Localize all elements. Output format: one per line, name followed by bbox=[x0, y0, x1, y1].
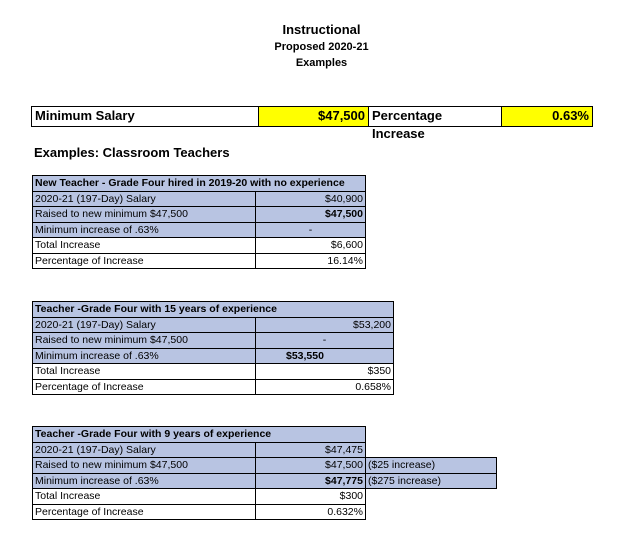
row-value: $40,900 bbox=[256, 191, 366, 207]
example-table-15-years bbox=[32, 301, 394, 395]
row-note: ($25 increase) bbox=[366, 458, 497, 474]
summary-row bbox=[31, 106, 593, 141]
pct-increase-value: 0.63% bbox=[502, 107, 592, 126]
page-title: Instructional bbox=[282, 22, 361, 37]
pct-increase-label: Percentage Increase bbox=[369, 107, 502, 126]
row-value: $6,600 bbox=[256, 238, 366, 254]
example-table-new-teacher bbox=[32, 175, 366, 269]
row-value: $47,500 bbox=[256, 458, 366, 474]
table-row bbox=[33, 317, 394, 333]
row-value: $53,550 bbox=[256, 348, 394, 364]
section-heading: Examples: Classroom Teachers bbox=[34, 145, 230, 160]
row-value: $47,475 bbox=[256, 442, 366, 458]
table-row bbox=[33, 364, 394, 380]
row-label: Percentage of Increase bbox=[33, 379, 256, 395]
row-label: Percentage of Increase bbox=[33, 504, 256, 520]
table-row bbox=[33, 442, 497, 458]
table-row bbox=[33, 473, 497, 489]
example-table-9-years bbox=[32, 426, 497, 520]
table-row bbox=[33, 207, 366, 223]
row-label: Raised to new minimum $47,500 bbox=[33, 458, 256, 474]
table-row bbox=[33, 348, 394, 364]
row-value: - bbox=[256, 333, 394, 349]
min-salary-label: Minimum Salary bbox=[32, 107, 259, 126]
row-value: $47,500 bbox=[256, 207, 366, 223]
row-label: Minimum increase of .63% bbox=[33, 222, 256, 238]
row-value: 0.632% bbox=[256, 504, 366, 520]
table-row bbox=[33, 238, 366, 254]
page-caption: Examples bbox=[295, 57, 348, 69]
table-row bbox=[33, 191, 366, 207]
table-row bbox=[33, 253, 366, 269]
page-subtitle: Proposed 2020-21 bbox=[274, 41, 369, 53]
min-salary-value: $47,500 bbox=[259, 107, 369, 126]
row-value: $300 bbox=[256, 489, 366, 505]
row-label: Total Increase bbox=[33, 364, 256, 380]
row-label: Total Increase bbox=[33, 489, 256, 505]
table-row bbox=[33, 458, 497, 474]
row-value: $47,775 bbox=[256, 473, 366, 489]
table-row bbox=[33, 379, 394, 395]
row-label: Raised to new minimum $47,500 bbox=[33, 333, 256, 349]
row-label: 2020-21 (197-Day) Salary bbox=[33, 442, 256, 458]
table-header: Teacher -Grade Four with 15 years of experience bbox=[33, 302, 394, 318]
table-header: Teacher -Grade Four with 9 years of experience bbox=[33, 427, 366, 443]
row-label: 2020-21 (197-Day) Salary bbox=[33, 317, 256, 333]
table-header-row bbox=[33, 176, 366, 192]
row-label: Minimum increase of .63% bbox=[33, 473, 256, 489]
row-note: ($275 increase) bbox=[366, 473, 497, 489]
row-value: $53,200 bbox=[256, 317, 394, 333]
row-label: Raised to new minimum $47,500 bbox=[33, 207, 256, 223]
row-value: 16.14% bbox=[256, 253, 366, 269]
row-value: $350 bbox=[256, 364, 394, 380]
table-header: New Teacher - Grade Four hired in 2019-20 with no experience bbox=[33, 176, 366, 192]
row-value: - bbox=[256, 222, 366, 238]
table-row bbox=[33, 489, 497, 505]
row-label: 2020-21 (197-Day) Salary bbox=[33, 191, 256, 207]
table-row bbox=[33, 222, 366, 238]
table-header-row bbox=[33, 427, 497, 443]
table-header-row bbox=[33, 302, 394, 318]
table-row bbox=[33, 504, 497, 520]
row-value: 0.658% bbox=[256, 379, 394, 395]
row-label: Percentage of Increase bbox=[33, 253, 256, 269]
row-label: Total Increase bbox=[33, 238, 256, 254]
table-row bbox=[33, 333, 394, 349]
row-label: Minimum increase of .63% bbox=[33, 348, 256, 364]
